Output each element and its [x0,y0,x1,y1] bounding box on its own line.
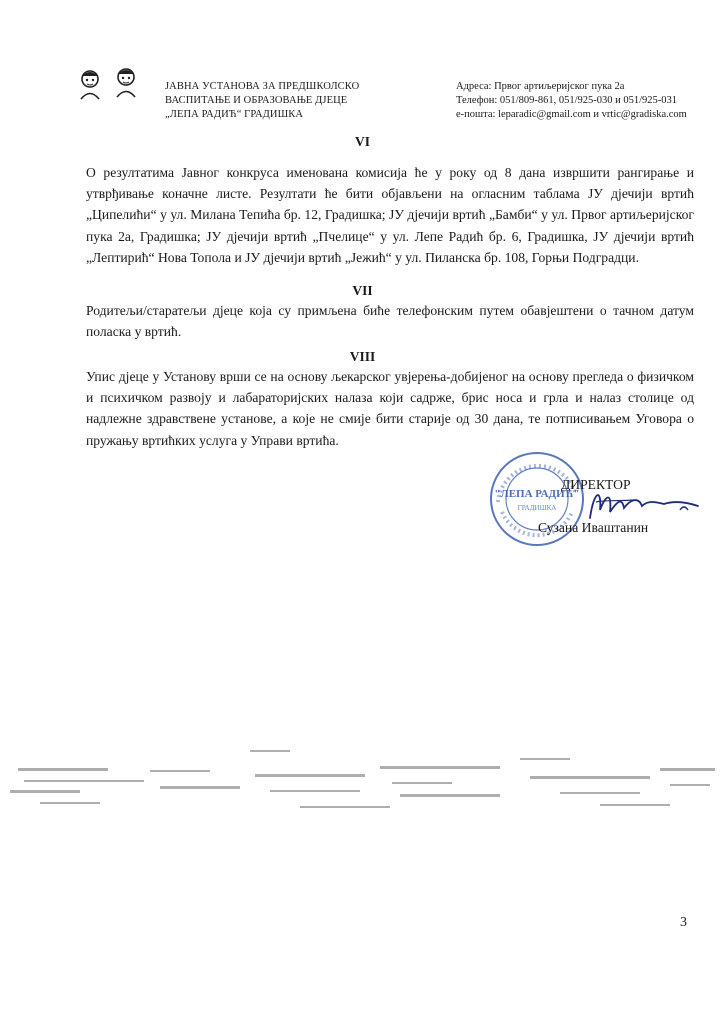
organization-name [165,80,359,122]
scan-noise [0,740,725,830]
contact-phone: Телефон: 051/809-861, 051/925-030 и 051/925-031 [456,95,678,106]
section-text-viii: Упис дјеце у Установу врши се на основу љекарског увјерења-добијеног на основу прегледа о физичком и психичком развоју и лабараторијских налаза који садрже, брис носа и грла и налаз столице од надлежне здравствене установе, а које не смије бити старије од 30 дана, те потписивањем Уговора о пружању вртићких услуга у Управи вртића. [86,369,694,448]
director-title: ДИРЕКТОР [561,477,631,492]
section-heading-viii: VIII [349,349,376,364]
org-line: ВАСПИТАЊЕ И ОБРАЗОВАЊЕ ДЈЕЦЕ [165,95,348,106]
page-number: 3 [680,915,687,930]
director-name: Сузана Иваштанин [538,520,649,535]
kindergarten-logo-icon [70,66,150,106]
section-text-vi: О резултатима Јавног конкруса именована комисија ће у року од 8 дана извршити рангирање и утврђивање коначне листе. Резултати ће бити објављени на огласним таблама ЈУ дјечији вртић „Ципелићи“ у ул. Милана Тепића бр. 12, Градишка; ЈУ дјечији вртић „Бамби“ у ул. Првог артиљеријског пука 2а, Градишка; ЈУ дјечији вртић „Пчелице“ у ул. Лепе Радић бр. 6, Градишка, ЈУ дјечији вртић „Лептирић“ Нова Топола и ЈУ дјечији вртић „Јежић“ у ул. Пиланска бр. 108, Горњи Подградци. [86,165,694,265]
org-line: „ЛЕПА РАДИЋ“ ГРАДИШКА [165,109,304,120]
contact-info [456,80,687,122]
section-heading-vi: VI [354,134,370,149]
org-line: ЈАВНА УСТАНОВА ЗА ПРЕДШКОЛСКО [165,81,360,92]
contact-email: е-пошта: leparadic@gmail.com и vrtic@gradiska.com [456,109,687,120]
section-heading-vii: VII [352,283,373,298]
section-text-vii: Родитељи/старатељи дјеце која су примљена биће телефонским путем обавјештени о тачном датум поласка у вртић. [86,303,694,340]
stamp-name: "ЛЕПА РАДИЋ" [494,488,580,500]
stamp-city: ГРАДИШКА [517,504,557,512]
contact-address: Адреса: Првог артиљеријског пука 2а [456,81,625,92]
